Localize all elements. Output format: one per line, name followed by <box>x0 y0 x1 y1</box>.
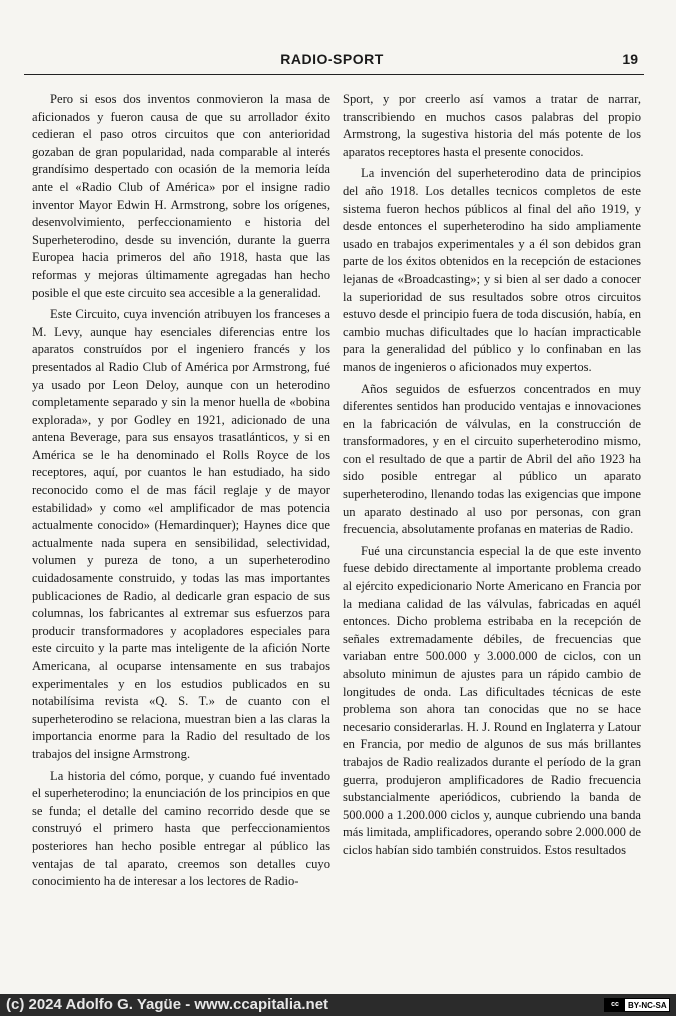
creative-commons-icon: cc <box>605 999 625 1011</box>
page-header <box>22 50 642 72</box>
paragraph: Pero si esos dos inventos conmovieron la masa de aficionados y fueron causa de que su arrollador éxito cedieran el paso otros circuitos que con anterioridad gozaban de gran popularidad, nada comparable al interés grandísimo despertado con ocasión de la memoria leída ante el «Radio Club of América» por el insigne radio inventor Mayor Edwin H. Armstrong, sobre los orígenes, desenvolvimiento, perfeccionamiento e historia del Superheterodino, desde su invención, durante la guerra Europea hacia primeros del año 1918, hasta que las reformas y mejoras últimamente agregadas han hecho posible el que este circuito sea accesible a la generalidad. <box>32 92 330 300</box>
left-column <box>32 91 330 895</box>
paragraph: Este Circuito, cuya invención atribuyen los franceses a M. Levy, aunque hay esenciales diferencias entre los aparatos construídos por el ingeniero francés y los presentados al Radio Club of América por Armstrong, fué ya usado por Leon Deloy, aunque con un heterodino completamente separado y sin la menor huella de «bobina explorada», y por Godley en 1921, adicionado de una antena Beverage, para sus ensayos trasatlánticos, y si en América se le ha denominado el Rolls Royce de los receptores, aquí, por cuantos le han estudiado, ha sido reconocido como el de mas fácil reglaje y de mayor estabilidad» y como «el amplificador de mas potencia actualmente conocido» (Hemardinquer); Haynes dice que actualmente nada supera en sensibilidad, selectividad, volumen y pureza de tono, a un superheterodino cuidadosamente construido, y todas las mas importantes publicaciones de Radio, al dedicarle gran espacio de sus columnas, los fabricantes al extremar sus esfuerzos para producir transformadores y acopladores especiales para este circuito y la parte mas inteligente de la afición Norte Americana, al ocuparse intensamente en sus trabajos experimentales y en los estudios publicados en su notabilísima revista «Q. S. T.» de cuanto con el superheterodino se relaciona, muestran bien a las claras la importancia enorme para la Radio del resultado de los trabajos del insigne Armstrong. <box>32 307 330 761</box>
paragraph-continuation: Sport, y por creerlo así vamos a tratar de narrar, transcribiendo en muchos casos palabras del propio Armstrong, la sugestiva historia del más potente de los aparatos receptores hasta el presente conocidos. <box>343 92 641 159</box>
license-label: BY-NC-SA <box>628 1000 667 1010</box>
page-number: 19 <box>622 51 638 67</box>
paragraph: La historia del cómo, porque, y cuando fué inventado el superheterodino; la enunciación de los principios en que se funda; el detalle del camino recorrido desde que se construyó el primero hasta que perfeccionamientos posteriores han hecho posible entregar al público las ventajas de tal aparato, creemos son detalles cuyo conocimiento ha de interesar a los lectores de Radio- <box>32 768 330 889</box>
cc-license-badge[interactable] <box>604 998 670 1012</box>
paragraph: Años seguidos de esfuerzos concentrados en muy diferentes sentidos han producido ventajas e innovaciones en la fabricación de válvulas, en la construcción de transformadores, y en el circuito superheterodino mismo, con el resultado de que a partir de Abril del año 1923 ha sido posible entregar al público un aparato superheterodino, llenando todas las exigencias que impone un aparato destinado al uso por personas, con gran frecuencia, absolutamente profanas en materias de Radio. <box>343 381 641 537</box>
publication-title: RADIO-SPORT <box>280 51 384 67</box>
paragraph: Fué una circunstancia especial la de que este invento fuese debido directamente al importante problema creado al ejército expedicionario Norte Americano en Francia por la mediana calidad de las válvulas, fabricadas en aquél entonces. Dicho problema estribaba en la recepción de señales extremadamente débiles, de frecuencias que variaban entre 500.000 y 3.000.000 de ciclos, con un absoluto minimun de ajustes para un rápido cambio de longitudes de onda. Las dificultades técnicas de este problema son ahora tan conocidas que no se hace necesario considerarlas. H. J. Round en Inglaterra y Latour en Francia, por medio de algunos de sus más brillantes trabajos de Radio realizados durante el período de la gran guerra, produjeron amplificadores de Radio frecuencia substancialmente aperiódicos, cubriendo la banda de 500.000 a 1.200.000 ciclos y, aunque cubriendo una banda más limitada, amplificadores, operando sobre 2.000.000 de ciclos habían sido también construidos. Estos resultados <box>343 543 641 857</box>
paragraph: La invención del superheterodino data de principios del año 1918. Los detalles tecnicos completos de este sistema fueron hechos públicos al final del año 1919, y desde entonces el superheterodino ha sido ampliamente usado en trabajos experimentales y a él son debidos gran parte de los éxitos obtenidos en la recepción de estaciones lejanas de «Broadcasting»; y si bien al ser dado a conocer la superioridad de sus resultados sobre otros circuitos estuvo desde el principio fuera de toda discusión, había, en cambio muchas dificultades que lo hacían impracticable para la generalidad del público y lo confinaban en las manos de ingenieros o aficionados muy expertos. <box>343 166 641 374</box>
header-divider <box>24 74 644 75</box>
copyright-watermark: (c) 2024 Adolfo G. Yagüe - www.ccapitalia.net <box>6 996 329 1013</box>
right-column <box>343 91 641 864</box>
